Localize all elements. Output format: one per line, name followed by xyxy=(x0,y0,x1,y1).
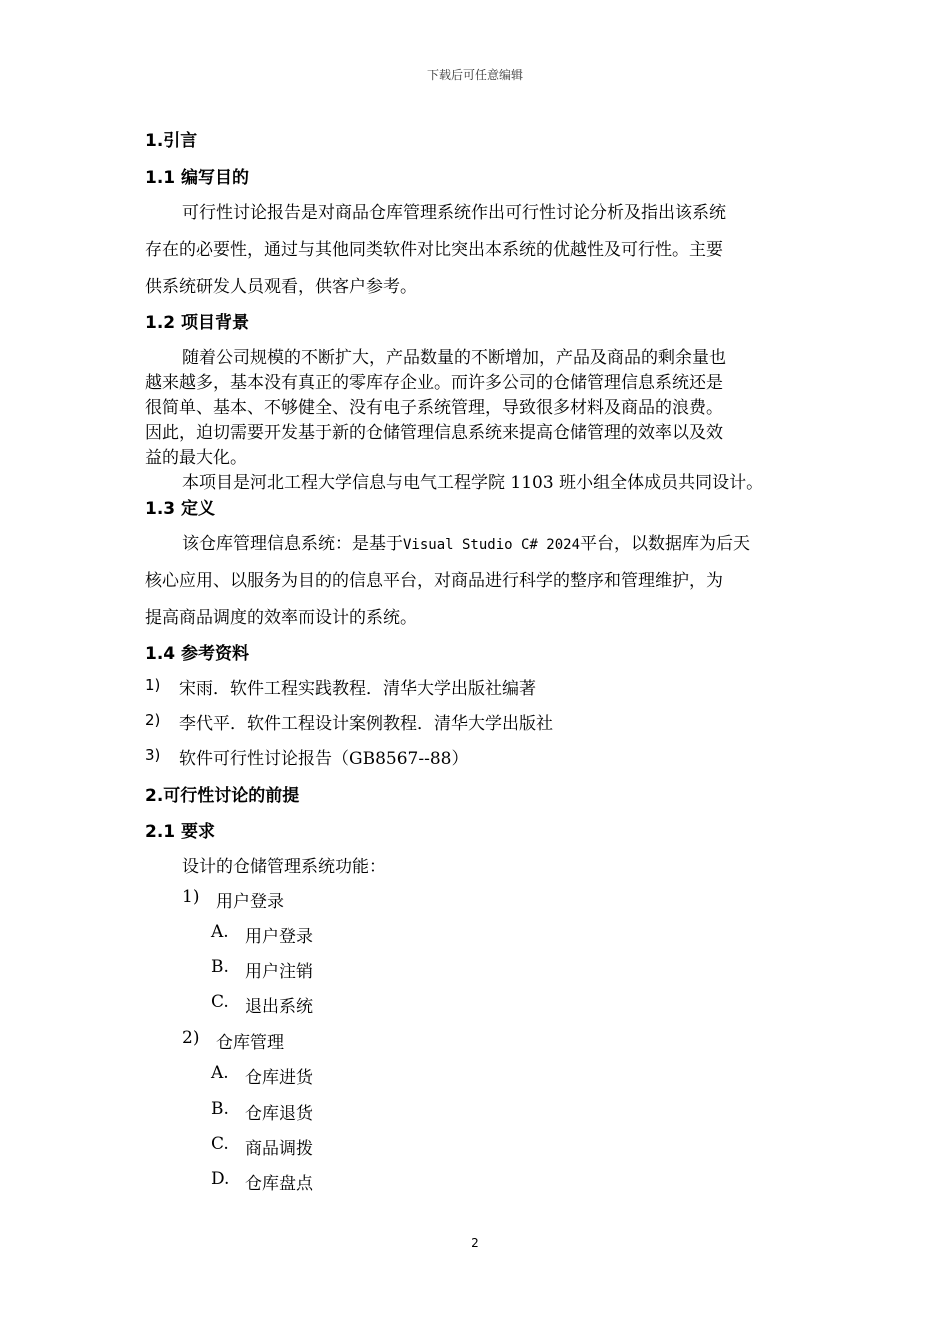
section-2-title: 2.可行性讨论的前提 xyxy=(145,786,300,806)
paragraph-line: 本项目是河北工程大学信息与电气工程学院 1103 班小组全体成员共同设计。 xyxy=(182,473,764,493)
reference-number: 2) xyxy=(145,711,161,729)
section-1-2-title: 1.2 项目背景 xyxy=(145,313,250,333)
paragraph-line: 因此，迫切需要开发基于新的仓储管理信息系统来提高仓储管理的效率以及效 xyxy=(145,423,723,443)
reference-text: 李代平．软件工程设计案例教程．清华大学出版社 xyxy=(179,714,553,734)
item-letter: B. xyxy=(211,1099,229,1119)
paragraph-line: 益的最大化。 xyxy=(145,448,247,468)
item-letter: C. xyxy=(211,1134,229,1154)
item-text: 退出系统 xyxy=(245,997,313,1017)
item-letter: B. xyxy=(211,957,229,977)
item-text: 仓库盘点 xyxy=(245,1174,313,1194)
group-number: 2) xyxy=(182,1028,200,1048)
requirements-intro: 设计的仓储管理系统功能： xyxy=(182,857,386,877)
item-text: 用户注销 xyxy=(245,962,313,982)
definition-code: Visual Studio C# 2024 xyxy=(403,537,581,553)
group-label: 仓库管理 xyxy=(216,1033,284,1053)
item-letter: A. xyxy=(211,922,229,942)
definition-text-a: 该仓库管理信息系统：是基于 xyxy=(182,534,403,554)
page-number: 2 xyxy=(471,1236,479,1250)
paragraph-line: 提高商品调度的效率而设计的系统。 xyxy=(145,608,417,628)
definition-text-b: 平台，以数据库为后天 xyxy=(580,534,751,554)
paragraph-line: 可行性讨论报告是对商品仓库管理系统作出可行性讨论分析及指出该系统 xyxy=(182,203,726,223)
reference-text: 宋雨．软件工程实践教程．清华大学出版社编著 xyxy=(179,679,536,699)
paragraph-line: 存在的必要性，通过与其他同类软件对比突出本系统的优越性及可行性。主要 xyxy=(145,240,723,260)
group-number: 1) xyxy=(182,887,200,907)
item-text: 用户登录 xyxy=(245,927,313,947)
item-letter: C. xyxy=(211,992,229,1012)
item-text: 商品调拨 xyxy=(245,1139,313,1159)
item-text: 仓库进货 xyxy=(245,1068,313,1088)
item-text: 仓库退货 xyxy=(245,1104,313,1124)
item-letter: D. xyxy=(211,1169,230,1189)
reference-number: 1) xyxy=(145,676,161,694)
section-1-3-title: 1.3 定义 xyxy=(145,499,216,519)
group-label: 用户登录 xyxy=(216,892,284,912)
item-letter: A. xyxy=(211,1063,229,1083)
paragraph-line: 随着公司规模的不断扩大，产品数量的不断增加，产品及商品的剩余量也 xyxy=(182,348,726,368)
paragraph-line: 越来越多，基本没有真正的零库存企业。而许多公司的仓储管理信息系统还是 xyxy=(145,373,723,393)
definition-line-1 xyxy=(182,529,750,554)
section-2-1-title: 2.1 要求 xyxy=(145,822,216,842)
section-1-4-title: 1.4 参考资料 xyxy=(145,644,250,664)
paragraph-line: 供系统研发人员观看，供客户参考。 xyxy=(145,277,417,297)
page-header: 下载后可任意编辑 xyxy=(426,68,523,82)
reference-number: 3) xyxy=(145,746,161,764)
reference-text: 软件可行性讨论报告（GB8567--88） xyxy=(179,749,469,769)
section-1-title: 1.引言 xyxy=(145,131,198,151)
paragraph-line: 很简单、基本、不够健全、没有电子系统管理，导致很多材料及商品的浪费。 xyxy=(145,398,723,418)
paragraph-line: 核心应用、以服务为目的的信息平台，对商品进行科学的整序和管理维护，为 xyxy=(145,571,723,591)
section-1-1-title: 1.1 编写目的 xyxy=(145,168,250,188)
